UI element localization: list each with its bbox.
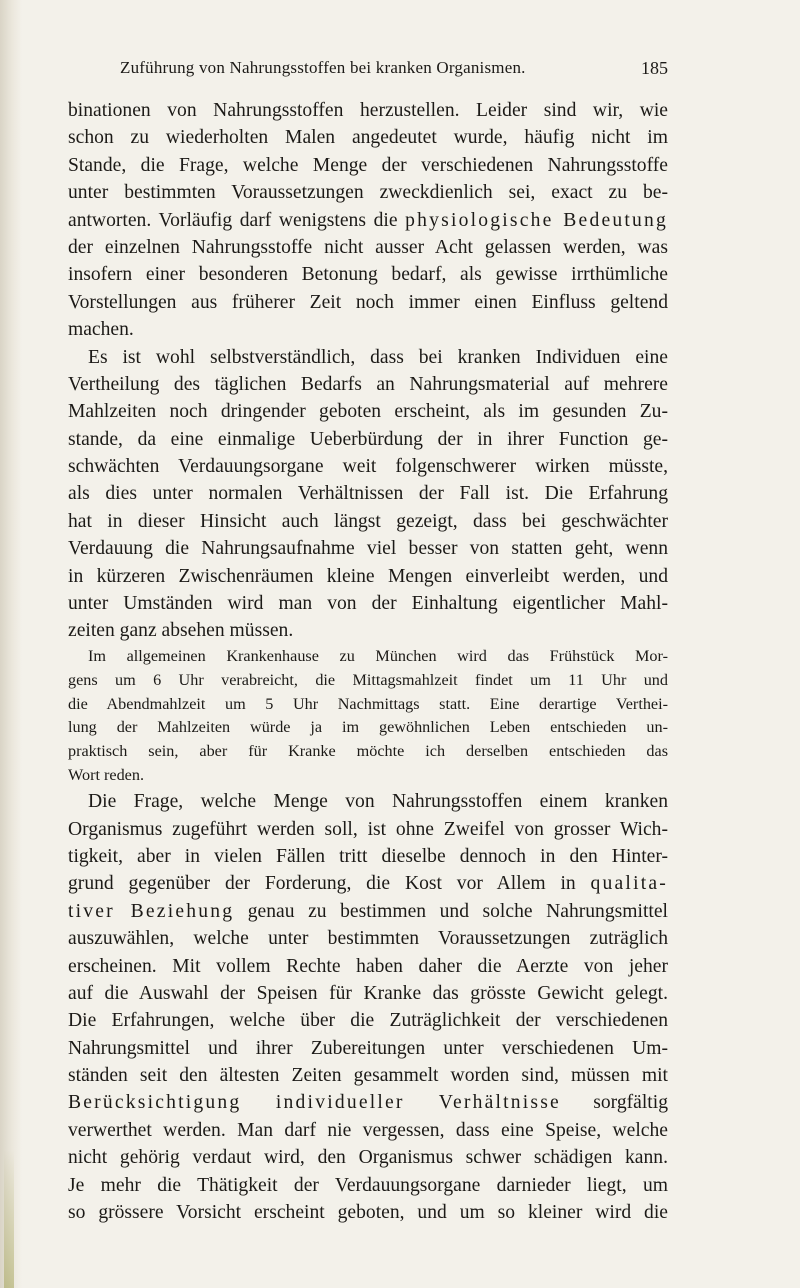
text-line: Mahlzeiten noch dringender geboten erscheint, als im gesunden Zu- [68, 401, 668, 423]
text-line: Die Frage, welche Menge von Nahrungsstoffen einem kranken [88, 791, 668, 813]
text-line: stande, da eine einmalige Ueberbürdung der in ihrer Function ge- [68, 428, 668, 450]
text-line: Vertheilung des täglichen Bedarfs an Nahrungsmaterial auf mehrere [68, 373, 668, 395]
page-binding-edge [0, 0, 22, 1288]
text-line: praktisch sein, aber für Kranke möchte ich derselben entschieden das [68, 742, 668, 761]
text-line: schon zu wiederholten Malen angedeutet wurde, häufig nicht im [68, 127, 668, 149]
running-head: Zuführung von Nahrungsstoffen bei kranken Organismen. [120, 58, 526, 77]
text-line: machen. [68, 319, 134, 341]
paragraph-2 [68, 344, 668, 645]
text-line: hat in dieser Hinsicht auch längst gezeigt, dass bei geschwächter [68, 510, 668, 532]
text-line [68, 207, 668, 234]
body-text [68, 97, 668, 1226]
text-line: zeiten ganz absehen müssen. [68, 620, 294, 642]
text-line: nicht gehörig verdaut wird, den Organismus schwer schädigen kann. [68, 1147, 668, 1169]
text-line: erscheinen. Mit vollem Rechte haben daher die Aerzte von jeher [68, 955, 668, 977]
text-line: schwächten Verdauungsorgane weit folgenschwerer wirken müsste, [68, 456, 668, 478]
text-line: Verdauung die Nahrungsaufnahme viel besser von statten geht, wenn [68, 538, 668, 560]
text-line: insofern einer besonderen Betonung bedarf, als gewisse irrthümliche [68, 264, 668, 286]
text-line: Die Erfahrungen, welche über die Zuträglichkeit der verschiedenen [68, 1010, 668, 1032]
small-print-note [68, 645, 668, 788]
text-line: Organismus zugeführt werden soll, ist ohne Zweifel von grosser Wich- [68, 818, 668, 840]
paragraph-1 [68, 97, 668, 344]
page-header [100, 58, 668, 88]
text-line: so grössere Vorsicht erscheint geboten, und um so kleiner wird die [68, 1202, 668, 1224]
text-line: unter bestimmten Voraussetzungen zweckdienlich sei, exact zu be- [68, 182, 668, 204]
text-line [68, 1089, 668, 1116]
text-span: genau zu bestimmen und solche Nahrungsmittel [234, 900, 668, 922]
text-line: Nahrungsmittel und ihrer Zubereitungen unter verschiedenen Um- [68, 1037, 668, 1059]
text-line: binationen von Nahrungsstoffen herzustellen. Leider sind wir, wie [68, 100, 668, 121]
paragraph-3 [68, 788, 668, 1226]
text-span: sorgfältig [560, 1092, 668, 1114]
emphasis-text: tiver Beziehung [68, 900, 235, 922]
text-line: Es ist wohl selbstverständlich, dass bei kranken Individuen eine [88, 346, 668, 368]
text-line: die Abendmahlzeit um 5 Uhr Nachmittags statt. Eine derartige Verthei- [68, 694, 668, 713]
text-line: lung der Mahlzeiten würde ja im gewöhnlichen Leben entschieden un- [68, 718, 668, 737]
text-line: Vorstellungen aus früherer Zeit noch immer einen Einfluss geltend [68, 291, 668, 313]
text-line: Stande, die Frage, welche Menge der verschiedenen Nahrungsstoffe [68, 154, 668, 176]
text-line [68, 870, 668, 897]
text-line: verwerthet werden. Man darf nie vergessen, dass eine Speise, welche [68, 1119, 668, 1141]
text-line: auszuwählen, welche unter bestimmten Voraussetzungen zuträglich [68, 928, 668, 950]
text-line: als dies unter normalen Verhältnissen der Fall ist. Die Erfahrung [68, 483, 668, 505]
text-line: unter Umständen wird man von der Einhaltung eigentlicher Mahl- [68, 593, 668, 615]
text-line: Je mehr die Thätigkeit der Verdauungsorgane darnieder liegt, um [68, 1174, 668, 1196]
text-span: grund gegenüber der Forderung, die Kost vor Allem in [68, 873, 591, 895]
emphasis-text: qualita- [590, 873, 668, 895]
emphasis-text: Berücksichtigung individueller Verhältnisse [68, 1092, 561, 1114]
text-span: antworten. Vorläufig darf wenigstens die [68, 209, 406, 231]
text-line: gens um 6 Uhr verabreicht, die Mittagsmahlzeit findet um 11 Uhr und [68, 670, 668, 689]
text-line: Im allgemeinen Krankenhause zu München wird das Frühstück Mor- [88, 646, 668, 665]
text-line [68, 898, 668, 925]
text-line: Wort reden. [68, 766, 145, 785]
page-number: 185 [641, 58, 668, 78]
emphasis-text: physiologische Bedeutung [405, 209, 668, 231]
text-line: der einzelnen Nahrungsstoffe nicht ausser Acht gelassen werden, was [68, 236, 668, 258]
text-line: auf die Auswahl der Speisen für Kranke das grösste Gewicht gelegt. [68, 982, 668, 1004]
text-line: ständen seit den ältesten Zeiten gesammelt worden sind, müssen mit [68, 1065, 668, 1087]
text-line: in kürzeren Zwischenräumen kleine Mengen einverleibt werden, und [68, 565, 668, 587]
text-line: tigkeit, aber in vielen Fällen tritt dieselbe dennoch in den Hinter- [68, 845, 668, 867]
